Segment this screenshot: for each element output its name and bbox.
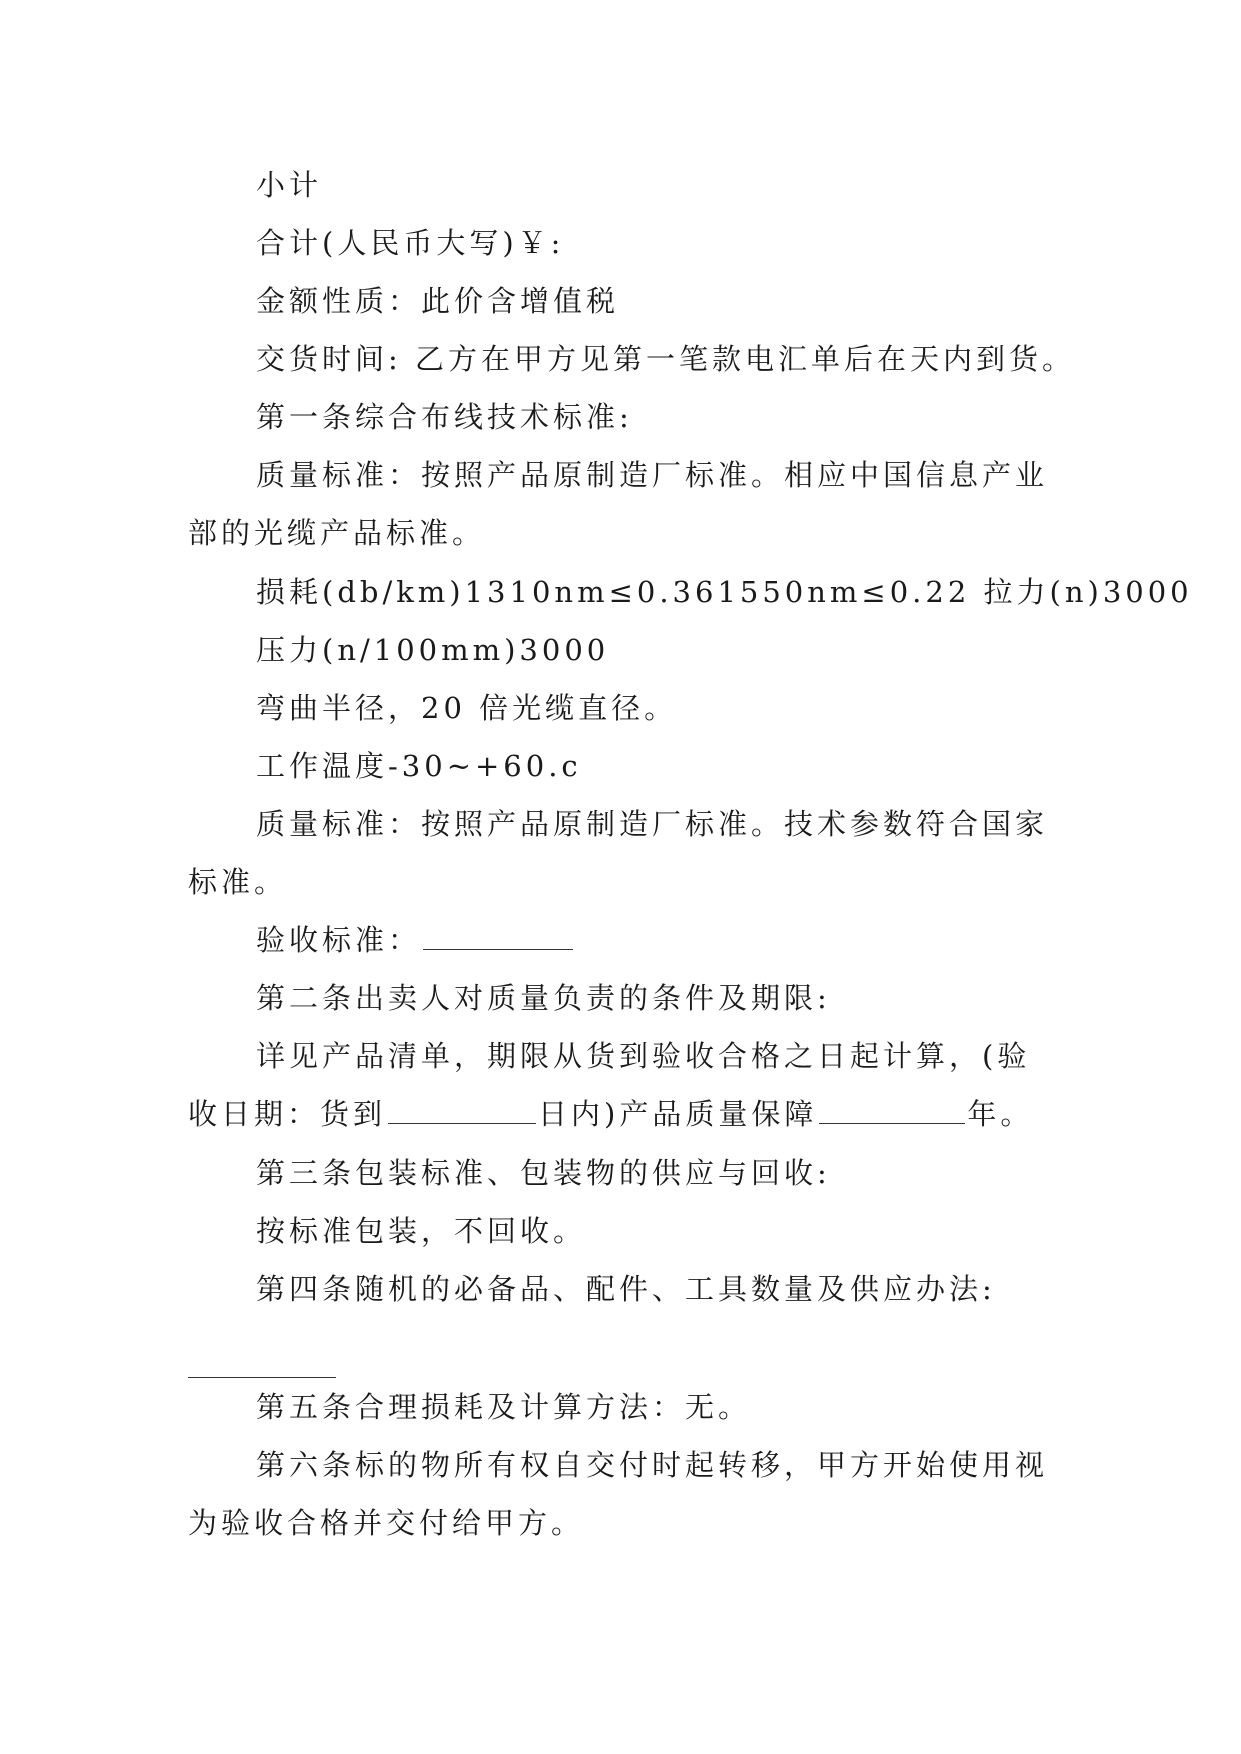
- article-3-title: 第三条包装标准、包装物的供应与回收:: [256, 1156, 831, 1190]
- total-rmb-line: 合计(人民币大写)￥:: [256, 226, 565, 260]
- article-5-line: 第五条合理损耗及计算方法：无。: [256, 1390, 752, 1424]
- article-2-body-line-2: [188, 1096, 1033, 1132]
- article-2-body-line-1: 详见产品清单，期限从货到验收合格之日起计算，(验: [256, 1039, 1031, 1073]
- year-unit: 年。: [967, 1097, 1034, 1131]
- quality-standard-1-line-1: 质量标准：按照产品原制造厂标准。相应中国信息产业: [256, 458, 1049, 492]
- warranty-label: 日内)产品质量保障: [538, 1097, 818, 1131]
- acceptance-date-label: 收日期：货到: [188, 1097, 387, 1131]
- acceptance-standard-line: [256, 922, 575, 958]
- acceptance-standard-label: 验收标准：: [256, 923, 422, 957]
- article-4-blank: [188, 1377, 336, 1378]
- quality-standard-2-line-2: 标准。: [188, 865, 288, 899]
- article-1-title: 第一条综合布线技术标准:: [256, 400, 633, 434]
- article-6-line-2: 为验收合格并交付给甲方。: [188, 1506, 585, 1540]
- quality-standard-1-line-2: 部的光缆产品标准。: [188, 516, 486, 550]
- article-3-body: 按标准包装，不回收。: [256, 1214, 587, 1248]
- loss-spec-line: 损耗(db/km)1310nm≤0.361550nm≤0.22 拉力(n)3000: [256, 575, 1193, 609]
- bend-radius-line: 弯曲半径，20 倍光缆直径。: [256, 691, 678, 725]
- pressure-spec-line: 压力(n/100mm)3000: [256, 633, 610, 667]
- article-6-line-1: 第六条标的物所有权自交付时起转移，甲方开始使用视: [256, 1448, 1049, 1482]
- amount-nature-line: 金额性质：此价含增值税: [256, 284, 620, 318]
- acceptance-standard-blank: [423, 923, 573, 950]
- subtotal-line: 小计: [256, 168, 323, 202]
- acceptance-days-blank: [388, 1097, 536, 1124]
- quality-standard-2-line-1: 质量标准：按照产品原制造厂标准。技术参数符合国家: [256, 807, 1049, 841]
- work-temperature-line: 工作温度-30~+60.c: [256, 749, 582, 783]
- article-4-title: 第四条随机的必备品、配件、工具数量及供应办法:: [256, 1272, 996, 1306]
- delivery-time-line: 交货时间: 乙方在甲方见第一笔款电汇单后在天内到货。: [256, 342, 1075, 376]
- warranty-years-blank: [819, 1097, 965, 1124]
- article-2-title: 第二条出卖人对质量负责的条件及期限:: [256, 981, 831, 1015]
